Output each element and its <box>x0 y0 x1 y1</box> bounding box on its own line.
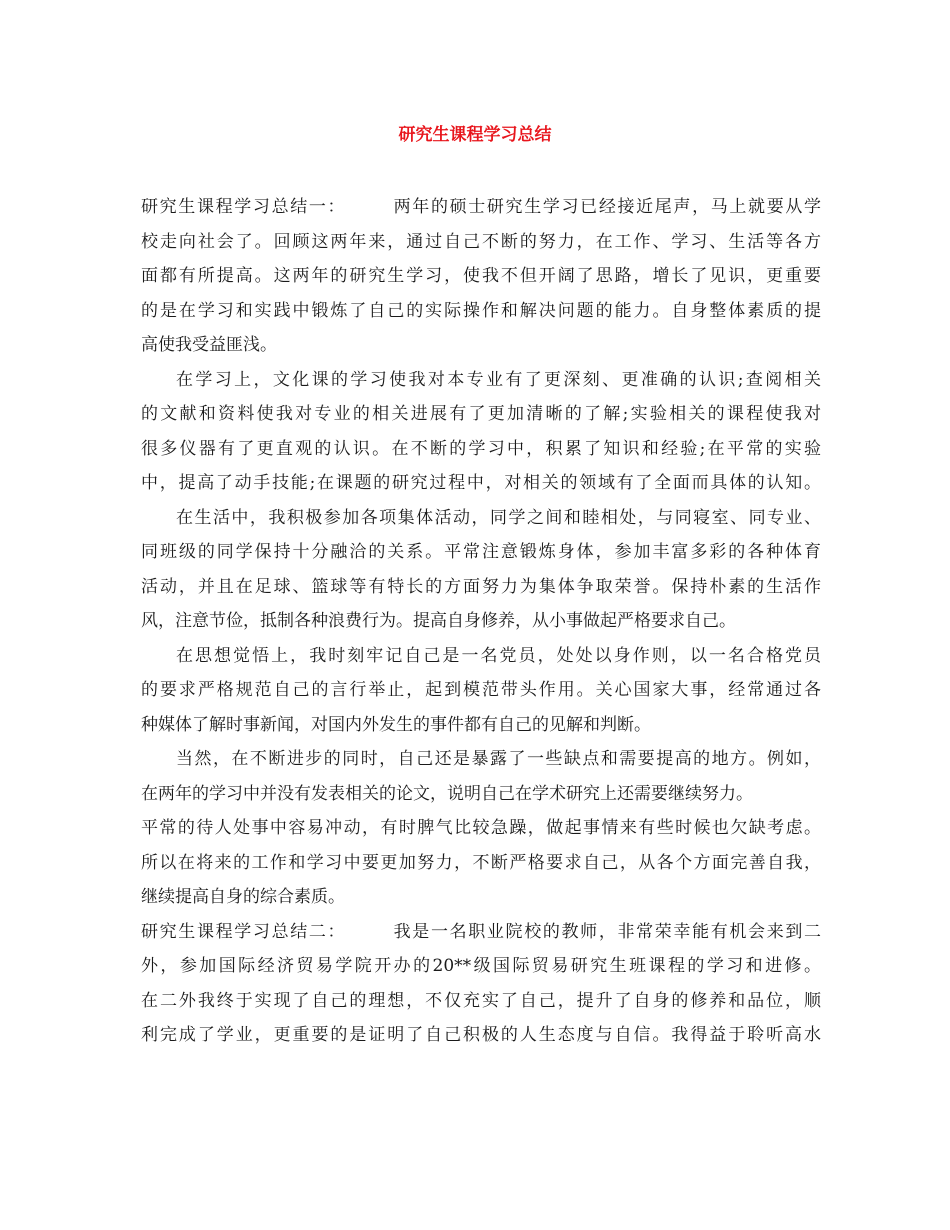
text-line: 的是在学习和实践中锻炼了自己的实际操作和解决问题的能力。自身整体素质的提 <box>141 300 821 321</box>
text-line: 同班级的同学保持十分融洽的关系。平常注意锻炼身体，参加丰富多彩的各种体育 <box>141 542 821 562</box>
text-line: 外，参加国际经济贸易学院开办的20**级国际贸易研究生班课程的学习和进修。 <box>141 956 821 976</box>
text-line: 在学习上，文化课的学习使我对本专业有了更深刻、更准确的认识;查阅相关 <box>176 369 821 390</box>
text-line: 的要求严格规范自己的言行举止，起到模范带头作用。关心国家大事，经常通过各 <box>141 680 821 700</box>
text-line: 当然，在不断进步的同时，自己还是暴露了一些缺点和需要提高的地方。例如， <box>176 749 821 769</box>
document-title: 研究生课程学习总结 <box>398 125 552 145</box>
text-line: 继续提高自身的综合素质。 <box>141 887 345 907</box>
text-line: 在二外我终于实现了自己的理想，不仅充实了自己，提升了自身的修养和品位，顺 <box>141 990 821 1011</box>
text-line: 所以在将来的工作和学习中要更加努力，不断严格要求自己，从各个方面完善自我， <box>141 852 821 873</box>
text-line: 在思想觉悟上，我时刻牢记自己是一名党员，处处以身作则，以一名合格党员 <box>176 645 821 666</box>
text-line: 活动，并且在足球、篮球等有特长的方面努力为集体争取荣誉。保持朴素的生活作 <box>141 576 821 597</box>
text-line: 在两年的学习中并没有发表相关的论文，说明自己在学术研究上还需要继续努力。 <box>141 783 753 804</box>
text-line: 很多仪器有了更直观的认识。在不断的学习中，积累了知识和经验;在平常的实验 <box>141 438 821 459</box>
text-line: 种媒体了解时事新闻，对国内外发生的事件都有自己的见解和判断。 <box>141 714 651 735</box>
text-line: 面都有所提高。这两年的研究生学习，使我不但开阔了思路，增长了见识，更重要 <box>141 266 821 286</box>
text-line: 利完成了学业，更重要的是证明了自己积极的人生态度与自信。我得益于聆听高水 <box>141 1025 821 1045</box>
text-line: 研究生课程学习总结一： 两年的硕士研究生学习已经接近尾声，马上就要从学 <box>141 197 821 217</box>
document-body <box>141 190 821 1053</box>
text-line: 校走向社会了。回顾这两年来，通过自己不断的努力，在工作、学习、生活等各方 <box>141 231 821 252</box>
text-line: 的文献和资料使我对专业的相关进展有了更加清晰的了解;实验相关的课程使我对 <box>141 404 821 424</box>
text-line: 中，提高了动手技能;在课题的研究过程中，对相关的领域有了全面而具体的认知。 <box>141 473 821 493</box>
text-line: 平常的待人处事中容易冲动，有时脾气比较急躁，做起事情来有些时候也欠缺考虑。 <box>141 818 821 838</box>
text-line: 研究生课程学习总结二： 我是一名职业院校的教师，非常荣幸能有机会来到二 <box>141 921 821 942</box>
text-line: 风，注意节俭，抵制各种浪费行为。提高自身修养，从小事做起严格要求自己。 <box>141 611 736 631</box>
text-line: 在生活中，我积极参加各项集体活动，同学之间和睦相处，与同寝室、同专业、 <box>176 507 821 528</box>
text-line: 高使我受益匪浅。 <box>141 335 277 355</box>
